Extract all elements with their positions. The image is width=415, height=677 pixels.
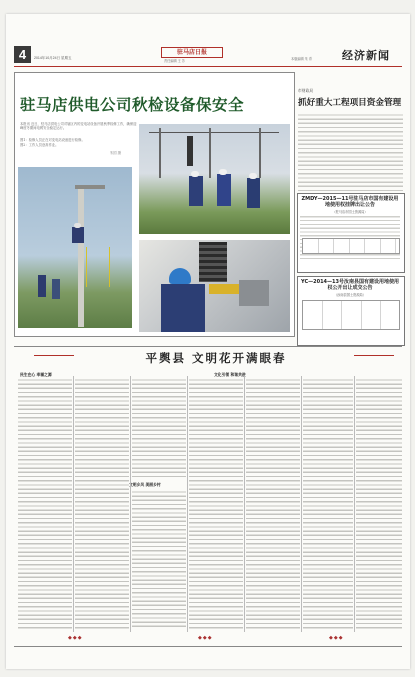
column-divider [73,376,74,632]
lead-caption-1: 本报讯 近日，驻马店供电公司对辖区内的变电站设备开展秋季检修工作，确保迎峰度冬期间电网安全稳定运行。 [20,122,137,131]
editor-line: 责任编辑 王 芳 [164,59,185,63]
feature-col-5 [246,378,300,630]
notice-1-subtitle: （驻马店市国土资源局） [332,210,368,214]
date-line: 2014年10月24日 星期五 [34,56,72,60]
feature-col-6 [303,378,353,630]
notice-2-subtitle: （汝南县国土资源局） [334,293,366,297]
column-divider [130,376,131,632]
feature-subhead-1: 民生在心 幸福之源 [20,372,52,377]
sidebar-headline: 抓好重大工程项目资金管理 [298,98,402,108]
sidebar-kicker: 市财政局 [298,88,314,93]
photo-credit: 朱国 摄 [110,151,121,155]
feature-col-3b [132,490,186,630]
photo-pole-climber [18,167,132,328]
photo-substation-crew [139,124,290,234]
bottom-ornament-right: ◆◆◆ [329,635,344,641]
feature-ornament-right [354,355,394,356]
column-divider [354,376,355,632]
feature-col-3 [132,378,186,478]
notice-2-title: YC—2014—13号汝南县国有建设用地使用权公开出让成交公告 [301,279,399,291]
photo-insulator-closeup [139,240,290,332]
notice-2-table [302,300,400,330]
bottom-ornament-left: ◆◆◆ [68,635,83,641]
feature-subhead-2: 文明乡风 美丽乡村 [129,482,161,487]
feature-subhead-3: 文化引领 和谐共进 [214,372,246,377]
feature-rule [14,346,402,347]
lead-headline: 驻马店供电公司秋检设备保安全 [20,96,245,114]
lead-caption-2: 图1：检修人员正在对变电站设备进行检修。 [20,138,85,142]
column-divider [244,376,245,632]
feature-col-4 [189,378,243,630]
bottom-ornament-mid: ◆◆◆ [198,635,213,641]
page-number: 4 [14,46,31,63]
right-small-line: 本版编辑 朱 青 [291,57,312,61]
newspaper-page [6,14,410,669]
feature-headline: 平舆县 文明花开满眼春 [145,351,287,365]
sidebar-body [298,113,403,191]
notice-1-table [302,238,400,254]
lead-caption-3: 图2：工作人员登高作业。 [20,143,59,147]
footer-rule [14,646,402,647]
feature-col-7 [356,378,402,630]
column-divider [301,376,302,632]
masthead: 驻马店日报 [161,47,223,58]
section-title: 经济新闻 [342,49,390,62]
notice-1-title: ZMDY—2015—11号驻马店市国有建设用地使用权挂牌出让公告 [301,196,399,208]
header-rule [14,66,402,67]
column-divider [187,376,188,632]
feature-ornament-left [34,355,74,356]
feature-col-1 [18,378,72,630]
feature-col-2 [75,378,129,630]
